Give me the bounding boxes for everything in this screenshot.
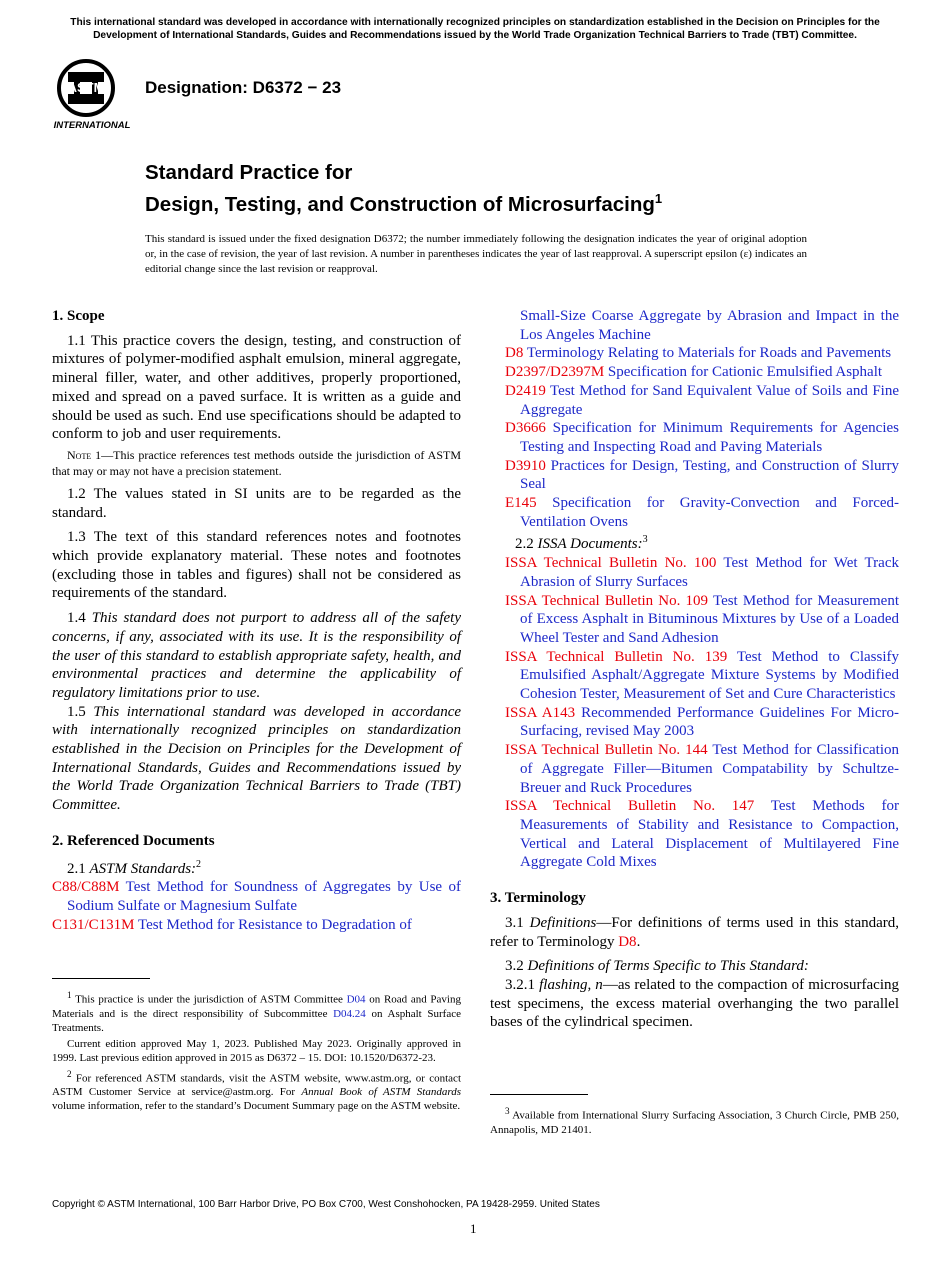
ref-item[interactable] [505, 648, 899, 704]
para-text: —For definitions of terms used in this standard, refer to Terminology [490, 914, 900, 950]
para-num: 3.2.1 [505, 976, 540, 993]
note-1 [52, 447, 461, 479]
footnote-mark: 3 [505, 1106, 510, 1116]
ref-title[interactable]: Specification for Cationic Emulsified Asphalt [604, 364, 883, 381]
footnote-text: This practice is under the jurisdiction of ASTM Committee [71, 993, 347, 1006]
ref-title[interactable]: Test Method for Resistance to Degradation of [134, 916, 412, 933]
designation: Designation: D6372 − 23 [145, 78, 342, 97]
footnotes-right [490, 1104, 899, 1139]
footnote-italic: Annual Book of ASTM Standards [301, 1086, 461, 1099]
footnote-text: Available from International Slurry Surfacing Association, 3 Church Circle, PMB 250, Annapolis, MD 21401. [490, 1109, 899, 1136]
ref-code[interactable]: D3666 [505, 420, 546, 437]
para-text: This standard does not purport to address all of the safety concerns, if any, associated with its use. It is the responsibility of the user of this standard to establish appropriate safety, health, and environmental practices and determine the applicability of regulatory limitations prior to use. [52, 610, 462, 701]
astm-standards-label [52, 856, 461, 879]
ref-item[interactable] [505, 797, 899, 872]
logo-subtext: INTERNATIONAL [53, 120, 131, 131]
ref-code[interactable]: ISSA Technical Bulletin No. 139 [505, 648, 728, 665]
para-num: 2.1 [67, 860, 90, 877]
ref-item[interactable] [52, 878, 461, 915]
ref-item[interactable] [505, 592, 899, 648]
ref-code[interactable]: C131/C131M [52, 916, 135, 933]
ref-item[interactable] [505, 741, 899, 797]
ref-title[interactable]: Test Method for Wet Track Abrasion of Slurry Surfaces [520, 555, 899, 590]
para-num: 2.2 [515, 536, 538, 553]
footnote-mark: 1 [67, 990, 72, 1000]
para-num: 1.4 [67, 610, 92, 627]
ref-item[interactable] [505, 704, 899, 741]
ref-title[interactable]: Terminology Relating to Materials for Roads and Pavements [523, 345, 892, 362]
defined-term: flashing, n [539, 976, 603, 993]
page-number: 1 [470, 1221, 477, 1236]
para-label: ISSA Documents: [537, 536, 643, 553]
footnote-text: For referenced ASTM standards, visit the ASTM website, www.astm.org, or contact ASTM Customer Service at service@astm.org. For [52, 1072, 461, 1099]
right-column [490, 307, 900, 1032]
para-3-2-1 [490, 976, 899, 1032]
footnote-rule [490, 1094, 588, 1095]
para-text: —as related to the compaction of microsurfacing test specimens, the excess material overhanging the two parallel bases of the cylindrical specimen. [490, 976, 900, 1031]
ref-title[interactable]: Specification for Minimum Requirements for Agencies Testing and Inspecting Road and Paving Materials [520, 420, 899, 455]
ref-item[interactable] [505, 554, 899, 591]
ref-item[interactable] [505, 363, 899, 382]
ref-code[interactable]: D3910 [505, 457, 546, 474]
title-line-1: Standard Practice for [145, 161, 353, 184]
ref-code[interactable]: ISSA Technical Bulletin No. 109 [505, 592, 709, 609]
ref-item-continued[interactable]: Small-Size Coarse Aggregate by Abrasion and Impact in the Los Angeles Machine [520, 308, 899, 343]
footnote-mark: 2 [67, 1068, 72, 1079]
para-1-3: 1.3 The text of this standard references notes and footnotes which provide explanatory material. These notes and footnotes (excluding those in tables and figures) shall not be considered as requirements of the standard. [52, 529, 461, 602]
copyright-notice: Copyright © ASTM International, 100 Barr Harbor Drive, PO Box C700, West Conshohocken, PA 19428-2959. United States [52, 1199, 600, 1210]
para-1-4 [52, 609, 461, 703]
ref-code[interactable]: ISSA A143 [505, 704, 576, 721]
title-line-2-text: Design, Testing, and Construction of Microsurfacing [145, 192, 655, 216]
issuance-note: This standard is issued under the fixed designation D6372; the number immediately following the designation indicates the year of original adoption or, in the case of revision, the year of last revision. A number in parentheses indicates the year of last reapproval. A superscript epsilon (ε) indicates an editorial change since the last revision or reapproval. [145, 233, 807, 275]
terminology-link[interactable]: D8 [618, 933, 637, 950]
footnote-text: volume information, refer to the standard’s Document Summary page on the ASTM website. [52, 1100, 461, 1113]
ref-code[interactable]: ISSA Technical Bulletin No. 144 [505, 742, 708, 759]
ref-code[interactable]: E145 [505, 495, 537, 512]
footnote-ref[interactable]: 2 [196, 858, 202, 870]
tbt-banner: This international standard was developed in accordance with internationally recognized principles on standardization established in the Decision on Principles for the Development of International Standards, Guides and Recommendations issued by the World Trade Organization Technical Barriers to Trade (TBT) Committee. [70, 17, 880, 41]
ref-title[interactable]: Specification for Gravity-Convection and Forced-Ventilation Ovens [520, 495, 899, 530]
issa-documents-label [505, 531, 899, 554]
para-3-2 [490, 957, 899, 976]
footnote-text: on Asphalt Surface Treatments. [52, 1007, 461, 1034]
left-column [52, 307, 461, 934]
para-num: 3.2 [505, 958, 528, 975]
ref-title[interactable]: Test Method for Classification of Aggregate Filler—Bitumen Compatability by Schultze-Breuer and Ruck Procedures [520, 742, 899, 796]
footnote-ref[interactable]: 3 [642, 534, 648, 546]
ref-code[interactable]: ISSA Technical Bulletin No. 147 [505, 798, 755, 815]
ref-title[interactable]: Test Method to Classify Emulsified Asphalt/Aggregate Mixture Systems by Modified Cohesion Tester, Measurement of Set and Cure Characteristics [520, 648, 899, 703]
issa-ref-list [505, 554, 899, 872]
ref-title[interactable]: Test Methods for Measurements of Stability and Resistance to Compaction, Vertical and Lateral Displacement of Multilayered Fine Aggregate Cold Mixes [520, 798, 899, 871]
para-num: 1.5 [67, 703, 94, 720]
subcommittee-link[interactable]: D04.24 [333, 1007, 366, 1020]
section-heading-refdocs: 2. Referenced Documents [52, 832, 215, 849]
para-num: 3.1 [505, 914, 530, 931]
para-label: ASTM Standards: [89, 860, 197, 877]
ref-item[interactable] [52, 916, 461, 935]
ref-code[interactable]: D8 [505, 345, 524, 362]
ref-code[interactable]: D2419 [505, 382, 546, 399]
footnotes-left [52, 988, 461, 1115]
para-label: Definitions of Terms Specific to This Standard: [527, 958, 809, 975]
ref-title[interactable]: Recommended Performance Guidelines For Micro-Surfacing, revised May 2003 [520, 704, 899, 740]
note-text: 1—This practice references test methods outside the jurisdiction of ASTM that may or may not have a precision statement. [52, 447, 461, 478]
para-1-5 [52, 703, 461, 815]
title-footnote-ref[interactable]: 1 [654, 191, 663, 206]
ref-code[interactable]: ISSA Technical Bulletin No. 100 [505, 555, 717, 572]
para-text: This international standard was developed in accordance with internationally recognized principles on standardization established in the Decision on Principles for the Development of International Standards, Guides and Recommendations issued by the World Trade Organization Technical Barriers to Trade (TBT) Committee. [52, 703, 462, 814]
ref-title[interactable]: Practices for Design, Testing, and Construction of Slurry Seal [520, 457, 899, 493]
section-heading-scope: 1. Scope [52, 308, 105, 324]
ref-item[interactable] [505, 382, 899, 419]
para-1-1: 1.1 This practice covers the design, testing, and construction of mixtures of polymer-modified asphalt emulsion, mineral aggregate, mineral filler, water, and other additives, properly proportioned, mixed and spread on a paved surface. It is written as a guide and should be used as such. End use specifications should be adapted to conform to job and user requirements. [52, 332, 461, 443]
ref-title[interactable]: Test Method for Soundness of Aggregates by Use of Sodium Sulfate or Magnesium Sulfate [67, 879, 461, 914]
page-title [145, 160, 662, 218]
footnote-text: on Road and Paving Materials and is the direct responsibility of Subcommittee [52, 993, 461, 1020]
astm-ref-list [505, 344, 899, 531]
footnote-1 [52, 988, 461, 1035]
ref-code[interactable]: C88/C88M [52, 879, 120, 896]
ref-title[interactable]: Test Method for Measurement of Excess Asphalt in Bituminous Mixtures by Use of a Loaded Wheel Tester and Sand Adhesion [520, 592, 899, 646]
astm-logo-icon [52, 58, 134, 132]
ref-item[interactable] [505, 344, 899, 363]
footnote-3 [490, 1104, 899, 1137]
ref-code[interactable]: D2397/D2397M [505, 364, 605, 381]
para-text: . [636, 933, 641, 950]
ref-item[interactable] [505, 457, 899, 494]
para-1-2: 1.2 The values stated in SI units are to be regarded as the standard. [52, 485, 461, 521]
para-label: Definitions [529, 914, 597, 931]
ref-item[interactable] [505, 494, 899, 531]
logo-text: ASTM [67, 80, 105, 95]
committee-link[interactable]: D04 [346, 993, 366, 1006]
para-3-1 [490, 914, 899, 951]
ref-title[interactable]: Test Method for Sand Equivalent Value of Soils and Fine Aggregate [520, 382, 899, 418]
note-label: Note [67, 447, 92, 462]
footnote-2 [52, 1067, 461, 1114]
ref-item[interactable] [505, 419, 899, 456]
title-line-2 [145, 186, 662, 218]
footnote-rule [52, 978, 150, 979]
section-heading-terminology: 3. Terminology [490, 890, 586, 907]
footnote-edition: Current edition approved May 1, 2023. Published May 2023. Originally approved in 1999. Last previous edition approved in 2015 as D6372 – 15. DOI: 10.1520/D6372-23. [52, 1037, 461, 1064]
